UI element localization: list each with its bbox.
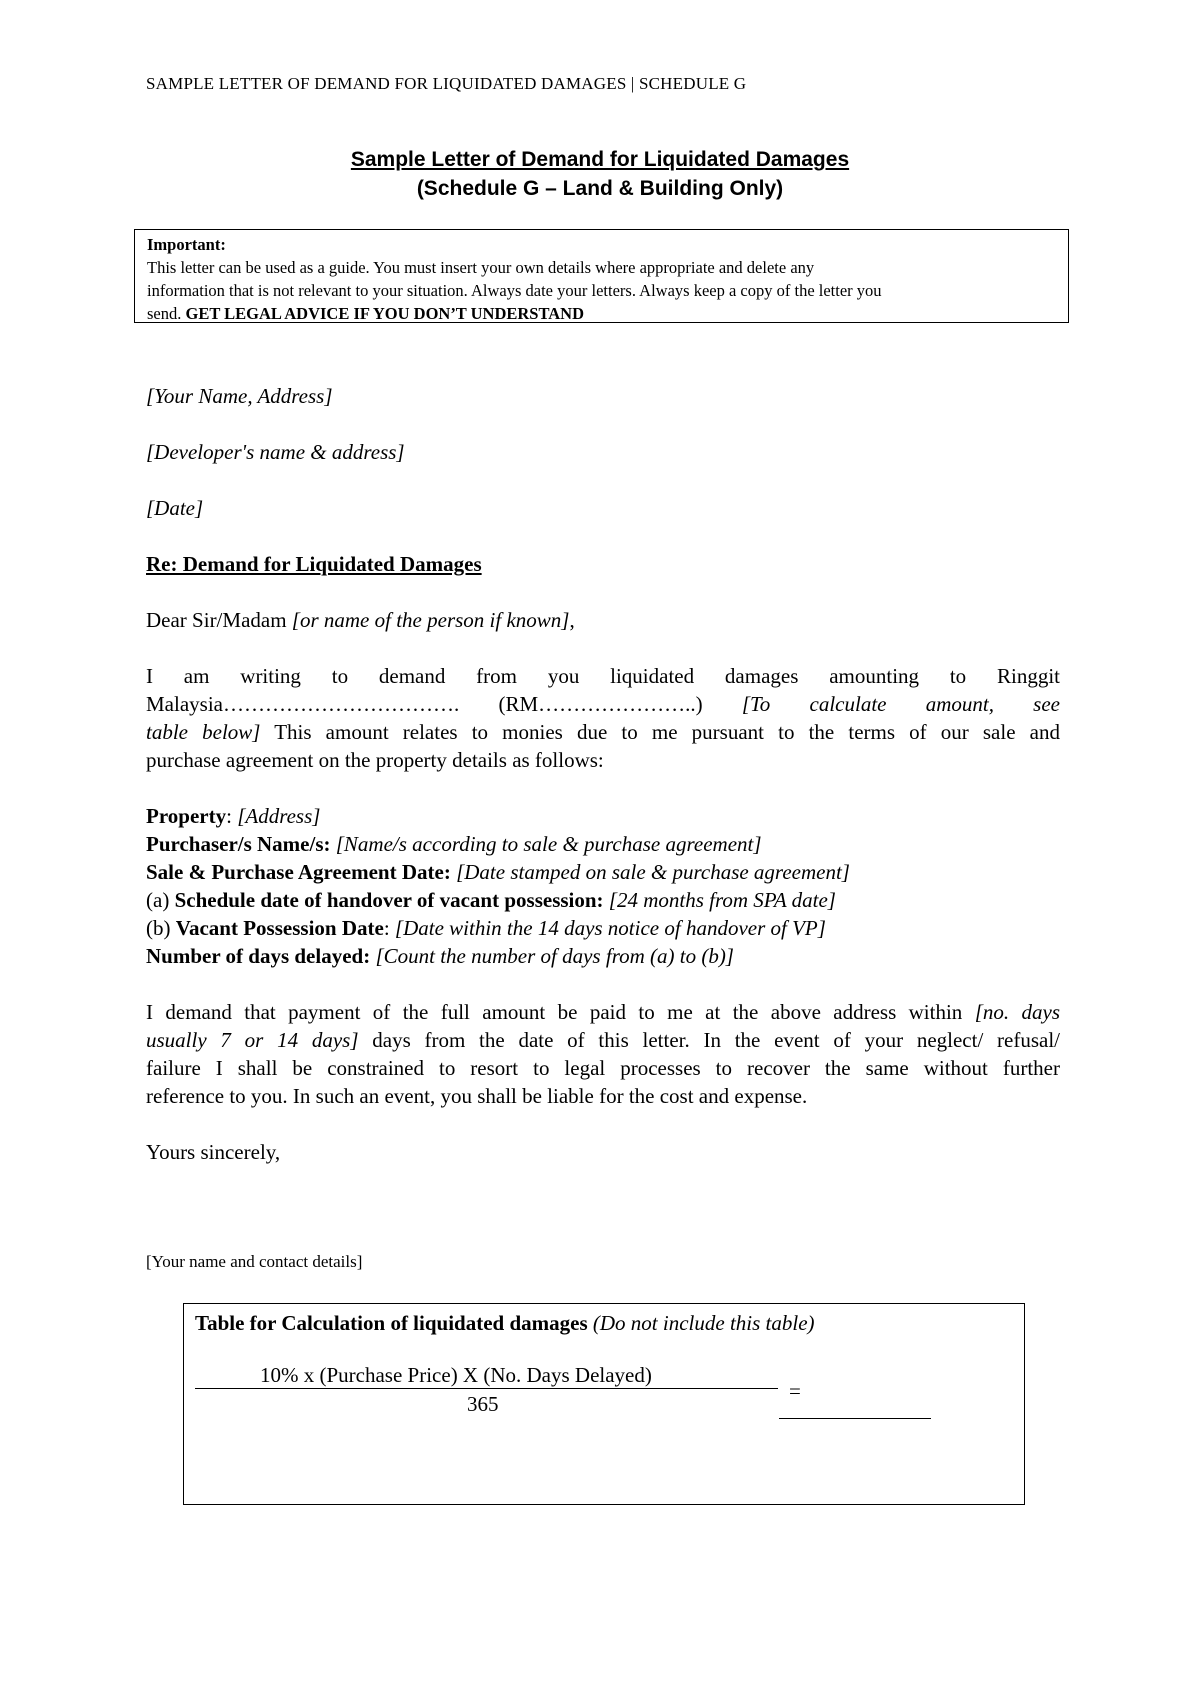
important-line-3: send. GET LEGAL ADVICE IF YOU DON’T UNDERSTAND — [147, 304, 585, 323]
developer-name-address: [Developer's name & address] — [146, 440, 405, 464]
fraction-bar — [195, 1388, 778, 1389]
paragraph-demand — [146, 662, 1060, 774]
document-title: Sample Letter of Demand for Liquidated Damages — [350, 148, 850, 171]
paragraph-demand-line-4: purchase agreement on the property details as follows: — [146, 748, 604, 772]
calc-table-title: Table for Calculation of liquidated damages (Do not include this table) — [195, 1311, 815, 1335]
detail-schedule-date: (a) Schedule date of handover of vacant possession: [24 months from SPA date] — [146, 888, 836, 912]
subject-line: Re: Demand for Liquidated Damages — [146, 552, 482, 576]
formula-numerator: 10% x (Purchase Price) X (No. Days Delayed) — [260, 1363, 652, 1387]
equals-sign: = — [789, 1379, 801, 1403]
detail-property: Property: [Address] — [146, 804, 321, 828]
answer-blank-line — [779, 1418, 931, 1419]
paragraph-payment-line-4: reference to you. In such an event, you shall be liable for the cost and expense. — [146, 1084, 808, 1108]
document-subtitle: (Schedule G – Land & Building Only) — [416, 177, 784, 200]
property-details — [146, 802, 1060, 970]
contact-details-placeholder: [Your name and contact details] — [146, 1252, 363, 1271]
important-line-1: This letter can be used as a guide. You must insert your own details where appropriate and delete any — [147, 258, 815, 277]
paragraph-demand-line-3: table below] This amount relates to monies due to me pursuant to the terms of our sale and — [146, 720, 1060, 744]
paragraph-payment-line-3: failure I shall be constrained to resort to legal processes to recover the same without further — [146, 1056, 1060, 1080]
important-notice-box — [134, 229, 1069, 323]
paragraph-demand-line-2: Malaysia……………………………. (RM…………………..) [To calculate amount, see — [146, 692, 1060, 716]
detail-spa-date: Sale & Purchase Agreement Date: [Date stamped on sale & purchase agreement] — [146, 860, 850, 884]
formula-denominator: 365 — [467, 1392, 499, 1416]
detail-days-delayed: Number of days delayed: [Count the number of days from (a) to (b)] — [146, 944, 734, 968]
closing: Yours sincerely, — [146, 1140, 281, 1164]
salutation: Dear Sir/Madam [or name of the person if known], — [146, 608, 575, 632]
sender-name-address: [Your Name, Address] — [146, 384, 333, 408]
paragraph-payment-line-1: I demand that payment of the full amount be paid to me at the above address within [no. days — [146, 1000, 1061, 1024]
paragraph-demand-line-1: I am writing to demand from you liquidated damages amounting to Ringgit — [146, 664, 1060, 688]
important-line-2: information that is not relevant to your situation. Always date your letters. Always keep a copy of the letter you — [147, 281, 882, 300]
detail-vp-date: (b) Vacant Possession Date: [Date within the 14 days notice of handover of VP] — [146, 916, 826, 940]
running-header: SAMPLE LETTER OF DEMAND FOR LIQUIDATED DAMAGES | SCHEDULE G — [146, 74, 747, 93]
calculation-table — [183, 1303, 1025, 1505]
letter-date: [Date] — [146, 496, 204, 520]
paragraph-payment — [146, 998, 1060, 1110]
paragraph-payment-line-2: usually 7 or 14 days] days from the date of this letter. In the event of your neglect/ refusal/ — [146, 1028, 1061, 1052]
detail-purchaser: Purchaser/s Name/s: [Name/s according to sale & purchase agreement] — [146, 832, 762, 856]
important-heading: Important: — [147, 235, 226, 254]
